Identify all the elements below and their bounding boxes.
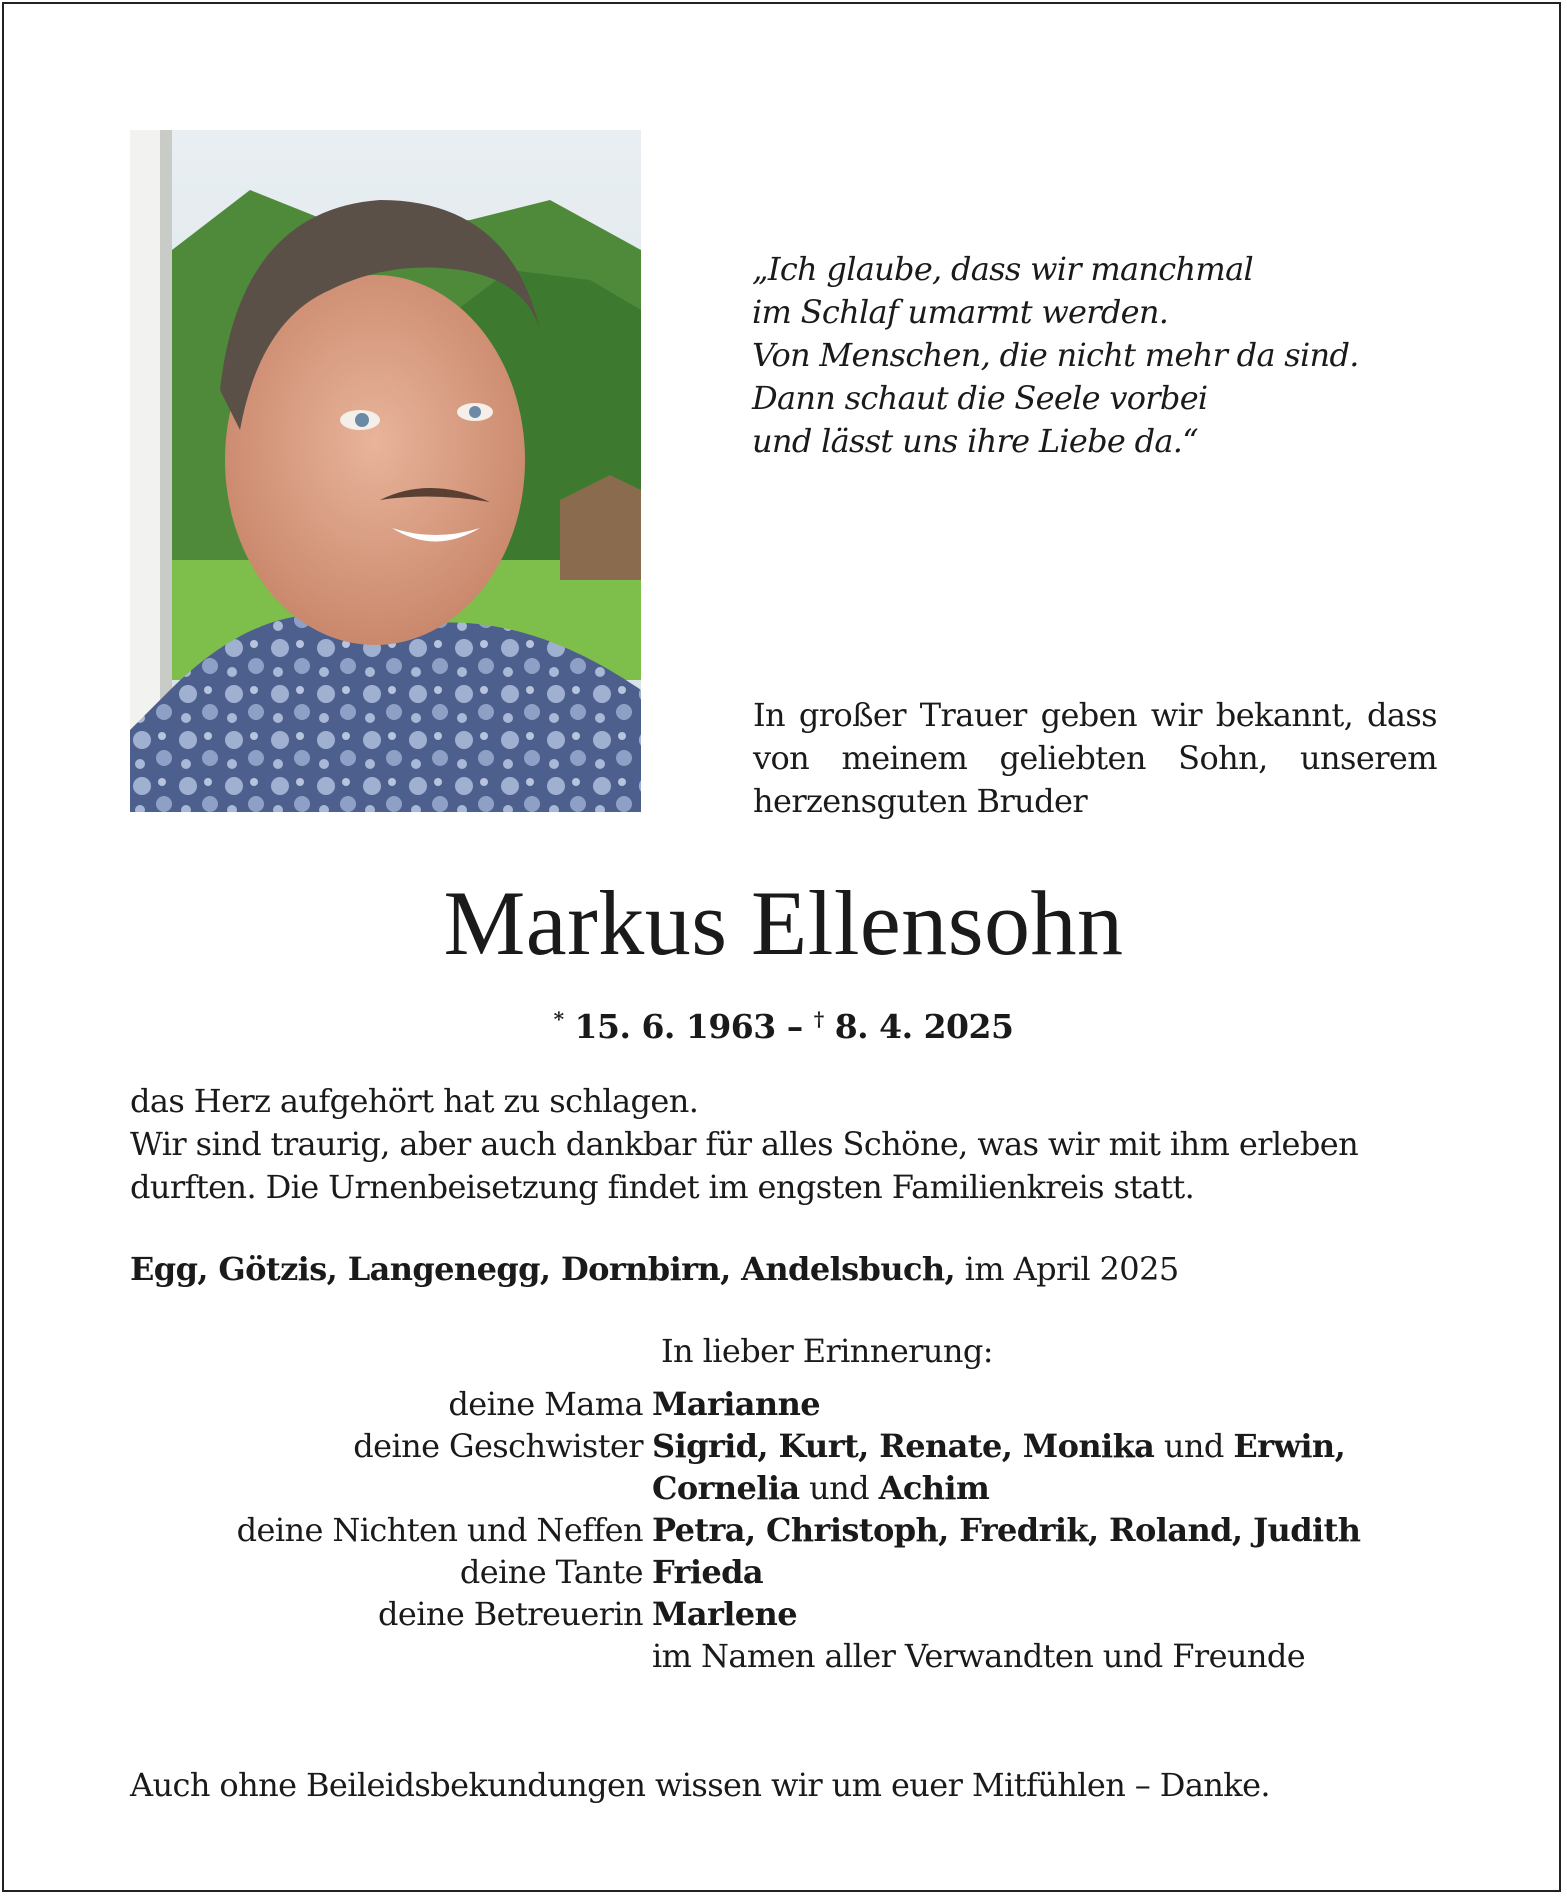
closing-note: Auch ohne Beileidsbekundungen wissen wir um euer Mitfühlen – Danke. — [130, 1766, 1271, 1804]
deceased-name: Markus Ellensohn — [443, 872, 1124, 974]
intro-line: von meinem geliebten Sohn, unserem — [753, 739, 1437, 777]
relation-names — [652, 1383, 820, 1425]
relation-names — [652, 1509, 1360, 1551]
mourner-name: Marianne — [652, 1385, 820, 1423]
mourner-row — [130, 1635, 1360, 1677]
relation-label — [130, 1635, 652, 1677]
intro-line: herzensguten Bruder — [753, 782, 1088, 820]
life-dates — [0, 998, 1567, 1048]
quote-line: im Schlaf umarmt werden. — [752, 293, 1169, 331]
connector-text: und — [799, 1469, 879, 1507]
death-date: 8. 4. 2025 — [834, 1007, 1014, 1046]
place-date: im April 2025 — [955, 1250, 1179, 1288]
mourner-name: Frieda — [652, 1553, 764, 1591]
mourner-name: Achim — [878, 1469, 990, 1507]
places-date-line — [130, 1248, 1179, 1291]
mourner-name: Sigrid, Kurt, Renate, Monika — [652, 1427, 1155, 1465]
body-line: das Herz aufgehört hat zu schlagen. — [130, 1082, 699, 1120]
relation-names — [652, 1551, 763, 1593]
announcement-intro — [753, 694, 1437, 823]
portrait-photo — [130, 130, 641, 812]
mourner-row — [130, 1509, 1360, 1551]
quote-line: Dann schaut die Seele vorbei — [752, 379, 1208, 417]
relation-label — [130, 1467, 652, 1509]
mourner-name: Erwin, — [1233, 1427, 1346, 1465]
mourner-row — [130, 1383, 1360, 1425]
mourner-name: Marlene — [652, 1595, 797, 1633]
mourner-row — [130, 1425, 1360, 1467]
mourner-row — [130, 1593, 1360, 1635]
connector-text: und — [1154, 1427, 1234, 1465]
date-separator: – — [775, 1007, 814, 1046]
mourner-name: Cornelia — [652, 1469, 800, 1507]
mourners-list — [130, 1383, 1360, 1677]
quote-line: und lässt uns ihre Liebe da.“ — [752, 422, 1198, 460]
connector-text: im Namen aller Verwandten und Freunde — [652, 1637, 1306, 1675]
places-list: Egg, Götzis, Langenegg, Dornbirn, Andelsbuch, — [130, 1250, 956, 1288]
body-line: Wir sind traurig, aber auch dankbar für alles Schöne, was wir mit ihm erleben — [130, 1125, 1359, 1163]
relation-names — [652, 1635, 1305, 1677]
relation-label: deine Nichten und Neffen — [236, 1511, 643, 1549]
quote-line: Von Menschen, die nicht mehr da sind. — [752, 336, 1359, 374]
body-line: durften. Die Urnenbeisetzung findet im engsten Familienkreis statt. — [130, 1168, 1195, 1206]
relation-label: deine Betreuerin — [377, 1595, 643, 1633]
birth-symbol: * — [553, 1007, 564, 1031]
quote-line: „Ich glaube, dass wir manchmal — [752, 250, 1253, 288]
relation-names — [652, 1467, 989, 1509]
mourner-name: Petra, Christoph, Fredrik, Roland, Judith — [652, 1511, 1361, 1549]
birth-date: 15. 6. 1963 — [574, 1007, 776, 1046]
announcement-body — [130, 1080, 1450, 1209]
relation-label: deine Geschwister — [353, 1427, 643, 1465]
intro-line: In großer Trauer geben wir bekannt, dass — [753, 696, 1437, 734]
poem-quote — [752, 248, 1359, 463]
relation-names — [652, 1593, 797, 1635]
relation-label: deine Tante — [459, 1553, 643, 1591]
death-symbol: † — [813, 1007, 824, 1031]
mourner-row — [130, 1551, 1360, 1593]
mourner-row — [130, 1467, 1360, 1509]
relation-names — [652, 1425, 1345, 1467]
memory-heading: In lieber Erinnerung: — [661, 1332, 993, 1370]
relation-label: deine Mama — [448, 1385, 643, 1423]
